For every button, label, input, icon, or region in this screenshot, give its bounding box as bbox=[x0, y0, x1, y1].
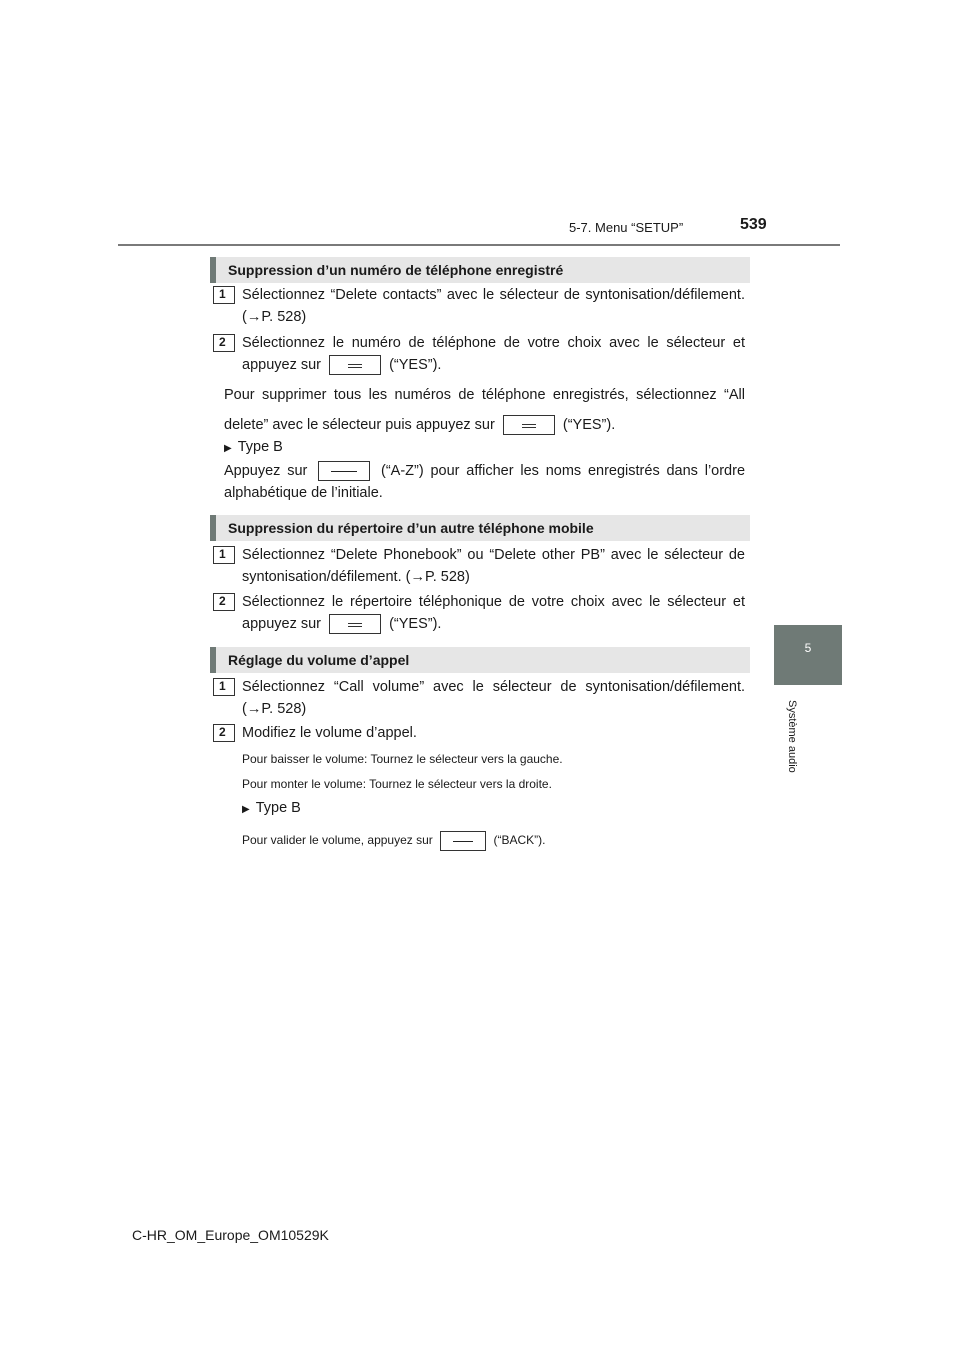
step-number: 1 bbox=[213, 286, 235, 304]
step-text: Sélectionnez “Delete contacts” avec le sélecteur de syntonisation/défilement. (→P. 528) bbox=[242, 287, 745, 325]
note-text-part: Pour supprimer tous les numéros de téléphone enregistrés, sélectionnez “All delete” avec le sélecteur puis appuyez sur bbox=[224, 387, 745, 433]
final-note bbox=[242, 831, 745, 851]
chapter-label bbox=[780, 700, 816, 820]
step-number: 1 bbox=[213, 678, 235, 696]
step-text-part: Sélectionnez le numéro de téléphone de votre choix avec le sélecteur et appuyez sur bbox=[242, 335, 745, 373]
document-code: C-HR_OM_Europe_OM10529K bbox=[132, 1227, 329, 1243]
yes-button-icon bbox=[503, 415, 555, 435]
step-number: 1 bbox=[213, 546, 235, 564]
step-number: 2 bbox=[213, 334, 235, 352]
step-number: 2 bbox=[213, 593, 235, 611]
chapter-number: 5 bbox=[804, 641, 812, 655]
section-heading-text: Réglage du volume d’appel bbox=[228, 652, 410, 668]
back-button-icon bbox=[440, 831, 486, 851]
step-number: 2 bbox=[213, 724, 235, 742]
note-text bbox=[224, 380, 745, 440]
chapter-label-text: Système audio bbox=[786, 700, 798, 773]
step-text: Modifiez le volume d’appel. bbox=[242, 725, 417, 741]
page-number: 539 bbox=[740, 216, 767, 233]
type-b-label bbox=[242, 797, 301, 821]
type-b-label bbox=[224, 436, 283, 460]
section-heading-delete-number bbox=[210, 257, 750, 283]
az-button-icon bbox=[318, 461, 370, 481]
step-text: Sélectionnez “Delete Phonebook” ou “Delete other PB” avec le sélecteur de syntonisation/défilement. (→P. 528) bbox=[242, 547, 745, 585]
header-divider bbox=[118, 244, 840, 246]
note-text: Pour monter le volume: Tournez le sélecteur vers la droite. bbox=[242, 777, 552, 791]
note-text: Pour baisser le volume: Tournez le sélecteur vers la gauche. bbox=[242, 752, 563, 766]
step-text bbox=[242, 591, 745, 635]
section-heading-text: Suppression d’un numéro de téléphone enregistré bbox=[228, 262, 564, 278]
chapter-tab bbox=[774, 625, 842, 685]
yes-button-icon bbox=[329, 614, 381, 634]
note-text-part: (“YES”). bbox=[562, 417, 616, 433]
type-b-text: Type B bbox=[255, 800, 301, 816]
step-text bbox=[242, 332, 745, 376]
section-heading-call-volume bbox=[210, 647, 750, 673]
step-text-part: (“YES”). bbox=[389, 357, 442, 373]
section-title: 5-7. Menu “SETUP” bbox=[569, 220, 684, 235]
final-note-part: (“BACK”). bbox=[493, 833, 546, 848]
step-text: Sélectionnez “Call volume” avec le sélecteur de syntonisation/défilement. (→P. 528) bbox=[242, 679, 745, 717]
step-text-part: (“YES”). bbox=[389, 616, 442, 632]
section-heading-delete-phonebook bbox=[210, 515, 750, 541]
type-b-part: (“A-Z”) pour afficher les noms enregistrés dans l’ordre alphabétique de l’initiale. bbox=[224, 463, 746, 501]
triangle-bullet-icon: ▶ bbox=[224, 443, 232, 454]
yes-button-icon bbox=[329, 355, 381, 375]
section-heading-text: Suppression du répertoire d’un autre téléphone mobile bbox=[228, 520, 594, 536]
triangle-bullet-icon: ▶ bbox=[242, 804, 250, 815]
step-text-part: Sélectionnez le répertoire téléphonique de votre choix avec le sélecteur et appuyez sur bbox=[242, 594, 745, 632]
type-b-text: Type B bbox=[237, 439, 283, 455]
type-b-part: Appuyez sur bbox=[224, 463, 308, 479]
final-note-part: Pour valider le volume, appuyez sur bbox=[242, 833, 433, 848]
type-b-text-block bbox=[224, 460, 745, 504]
